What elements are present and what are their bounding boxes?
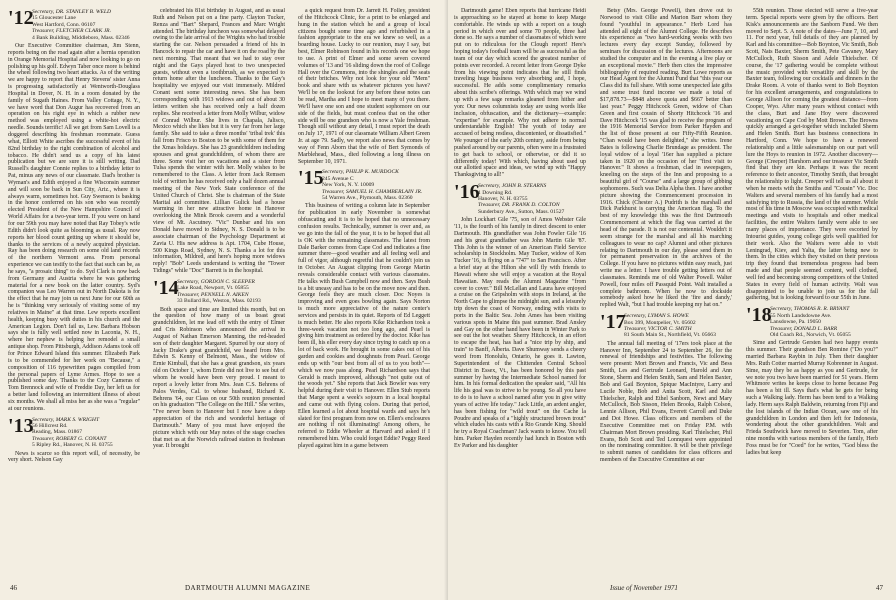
page-number: 47: [876, 584, 883, 592]
officer-line: Reading, Mass. 01867: [32, 429, 83, 436]
class-officers: [624, 312, 716, 339]
officer-line: Secretary, DR. STANLEY B. WELD: [32, 9, 112, 15]
left-column-2: [153, 8, 285, 580]
class-notes-text: celebrated his 81st birthday in August, and as usual Ruth and Nelson put on a fine party. Clayton Tucker, Renza and "Bart" Shepard, Frances and Marc Wright attended. The birthday luncheon was somewhat delayed owing to the late arrival of the Wrights who had trouble starting the car. Nelson persuaded a friend of his in Hancock to repair the car and have it on the road by the next morning. That meant that we had to stay over night and the Gays played host to two unexpected guests, without even a toothbrush, as we expected to return home after the luncheon. Thanks to the Gay's hospitality we enjoyed our visit immensely. Mildred Conant sent some interesting news. She has been corresponding with 1913 widows and out of about 30 letters written she has received only a half dozen replies. She received a letter from Molly Wilbur, widow of Conrad Wilbur. She lives in Chapala, Jalisco, Mexico which she likes but it is very far from her large family. She said to take a three months' 'tribal trek' this fall from Frisco to Boston to be with some of them for the Xmas holidays. She has 23 grandchildren including spouses and great grandchildren, of whom there are three. Some visit her on vacations and a sister from Tulsa spends the winter with her. Molly wishes to be remembered to the Class. A letter from Jack Remsen told of written he has received only a half dozen annual meeting of the New York State conference of the United Church of Christ. She is chairman of the State Marital aid committee. Lillian Gulick had a house warming in her new attractive home in Hanover overlooking the Mink Brook cavern and a wonderful view of Mt. Ascutney. "Vic" Dunbar and his son Donald have moved to Sidney, N. S. Donald is to be associate chairman of the Psychology Department at Zavia U. His new address is Apt. 1704, Cube House, 500 Kings Road, Sydney, N. S. Thanks a lot for this information, Mildred, and here's hoping more widows reply! "Bob" Leeds understand is writing the "Tower Tidings" while "Doc" Barrett is in the hospital.: [153, 8, 285, 275]
class-notes-text: Our Executive Committee chairman, Jim Stenn, reports being on the road again after a hernia operation in Orange Memorial Hospital and now looking to go on polishing up his golf. Edwyn Taber once more is behind the wheel following two heart attacks. As of the writing we are happy to report that Henry Stevens' sister Anna is progressing satisfactorily at Wentworth-Douglass Hospital in Dover, N. H. in a room donated by the family of Sugath Haines. From Valley Cottage, N. Y., we have word that Don Augur has recovered from an operation on his right eye in which a rubber new method was employed using a white-hot electric needle. Sounds terrific! All we get from Sam Lovell is a doggerel describing his freshman roommate. Guess what, Elliott White ascribes the successful event of his 82nd birthday to the right combination of alcohol and tobacco. He didn't send us a copy of his latest publication but we are sure it is still writing. Dad Russell's daughter Connie replies to a birthday letter to Pat, minus any news of our classmate. Dad's brother is Wyman's and Edith enjoyed a fine Wisconsin summer and will soon be back in Sun City, Ariz., where it is always warm, sometimes hot. Guy Swenson is basking in the honor conferred on his son who was recently elected President of the New Hampshire Council of World Affairs for a two-year term. If you were on hand for our 59th you may have noted that Ray Tobey's wife Edith didn't look quite as blooming as usual. Ray now reports her blood count getting up where it should be, thanks to the services of a newly acquired physician. Ray has been doing research on some old land records of the northern Vermont area. From personal experience we can testify to the fact that such can be, as he says, "a prosaic thing" to do. Syd Clark is now back from Germany and Austria where he was gathering material for a new book on the latter country. Syd's companion was Leo Warren out in North Dakota is for the effect that he may join us next June for our 60th as he is "thinking very seriously of visiting some of my relatives in Maine" at that time. Lew reports excellent health, keeping busy with duties in his church and the American Legion. Don't fail us, Lew. Barbara Hobson says she is fully well settled now in Laconia, N. H., where her nephew is helping her remodel a small antique shop. From Pittsburgh, Addison Adams took off for Prince Edward Island this summer. Elizabeth Park is to be commended for her work on "Because," a composition of 116 typewritten pages compiled from the personal papers of Lyme Armes. Hope to see a published some day. Thanks to the Cozy Cameras of Tom Brennock and wife of Freddie Day, her left us for a better land following an intermittent illness of about six months. We shall all miss her as she was a "regular" at our reunions.: [8, 43, 140, 412]
officer-line: Old Coach Rd., Norwich, Vt. 05055: [770, 331, 851, 338]
officer-line: Secretary, LYMAN S. HOWE: [624, 313, 689, 320]
officer-line: Treasurer, SAMUEL H. CHAMBERLAIN JR.: [322, 188, 423, 195]
class-section: [746, 305, 878, 456]
class-section: [454, 8, 586, 179]
magazine-name: DARTMOUTH ALUMNI MAGAZINE: [185, 584, 311, 592]
section-header: [298, 168, 430, 201]
section-header: [746, 305, 878, 338]
class-section: [298, 8, 430, 165]
officer-line: Treasurer, DR. FRANK D. COLTON: [478, 202, 560, 209]
class-notes-text: Both space and time are limited this month, but on the question of how many of us boast great grandchildren, let me lead off with the entry of Elmer and Cris Robinson who announced the arrival in August of Nathan Emerson Manning, the red-headed son of their daughter Margaret. Spurred by our story of Jacky Drake's great grandchild, we heard from Mrs. Edwin S. Kenny of Belmont, Mass., the widow of Ernie Kimball, that she has a great grandson, six years old on October 1, whom Ernie did not live to see but of whom he would have been very proud. I meant to report a lovely letter from Mrs. Jean C.S. Behrens of Palos Verdes, Cal. to whose husband, Richard K. Behrens '64, our Class on our 50th reunion presented on his graduation "The College on the Hill." She writes, "I've never been to Hanover but I now have a deep appreciation of the rich and wonderful heritage of Dartmouth." Many of you must have enjoyed the picture which with our May notes of the stage coaches that met us at the Norwich railroad station in freshman year. It brought: [153, 306, 285, 450]
right-column-1: [454, 8, 586, 580]
officer-line: 15 Gloucester Lane: [32, 15, 76, 22]
section-header: [600, 312, 732, 339]
class-section: [600, 8, 732, 309]
officer-line: 4 Bank Building, Middleboro, Mass. 02346: [32, 34, 130, 41]
officer-line: West Hartford, Conn. 06107: [32, 21, 96, 28]
section-header: [454, 182, 586, 215]
officer-line: 55 North Landsdowne Ave.: [770, 312, 832, 319]
class-notes-text: Betsy (Mrs. George Powell), then drove out to Norwood to visit Ollie and Marion Barr whom they found "youthful in appearance." Herb Lord has attended all eight of the Alumni College. He describes his experience as "two hard-working weeks with two lectures every day except Sunday, followed by seminars for discussion of the lectures. Afternoons are studied the computer and in the evening a live play or an exceptional movie." Herb then cites the impressive bibliography of required reading. Burt Lowe reports as our Head Agent for the Alumni Fund that "this year our Class did its full share. With some unexpected late gifts and some trust fund income we made a total of $17,878.73—$848 above quota and $667 better than last year." Peggy Hitchcock Green, widow of Chan Green and first cousin of Shorty Hitchcock '16 and Dave Hitchcock '15 was glad to receive the program of the 1916 Memorial Service from Parker Hayden and the list of those present at our Fifty-Fifth Reunion. "Chan would have been delighted," she writes. Irene Bates is following Charlie Brundage as president. The loyal widow of a loyal '16er has supplied a picture taken in 1920 on the occasion of her "first visit to Hanover." It shows a freshman, clad in sweepsgers, kneeling on the steps of the Inn and proposing to a beautiful girl of "Course" and a large group of gibbing sophomores. Such was Delta Alpha then. I have another picture showing the Commencement procession in 1916. Chick (Chester A.) Pudrith is the marshall and Dick Parkhurst is carrying the American flag. To the best of my knowledge this was the first Dartmouth Commencement at which the flag was carried at the head of the parade. It is not our centennial. Wouldn't it seem strange for the marshal and all his marching colleagues to wear no cap? Alumni and other pictures relating to Dartmouth in our day, please send them in for permanent preservation in the archives of the College. If you have no pictures within easy reach, just write me a letter. I have trouble getting letters out of classmates. Reminds me of old Walter Powell. Walter Powell, four miles off Passquid Point. Walt installed a complete bathroom. When he now to dockside somebody asked how he liked the 'fire and dandy,' replied Walt, "but I had trouble keeping my hat on.": [600, 8, 732, 309]
officer-line: 245 Avenue C: [322, 175, 354, 182]
officer-line: Treasurer, ROBERT G. CONANT: [32, 435, 107, 442]
officer-line: New York, N. Y. 10009: [322, 182, 375, 189]
officer-line: Treasurer, FLETCHER CLARK JR.: [32, 28, 111, 35]
officer-line: Hanover, N. H. 03755: [478, 195, 528, 202]
class-notes-text: Sime and Gertrude Gersten had two happy events this summer. Their grandson Ben Romine ("Do you?" married Barbara Raybin in July. Then their daughter Mrs. Ruth Cotter married Murray Kobrenner in August. Sime, may they be as happy as you and Gertrude, for we note you two have been married for 51 years. Herm Whitmore writes he keeps close to home because Peg has been a bit ill. Says that's what he gets for being such a Walking lady. Herm has been tend to a Walking lady. Herm says Ralph Baldwin, returning from Fiji and the lost islands of the Indian Ocean, saw one of his grandchildren in London and then left for Indonesia, wondering about the other grandchildren. Walt and Frieda Southwick have moved to Severien. Tom, after nine months with various members of the family, Herb Foss must be for "Coed" for he writes, "God bless the ladies but keep: [746, 340, 878, 456]
officer-line: 1 Downing Rd.: [478, 189, 513, 196]
officer-line: 5 Ripley Rd., Hanover, N. H. 03755: [32, 442, 113, 449]
class-section: [8, 416, 140, 465]
class-year: ' 13: [8, 416, 32, 436]
class-notes-text: a quick request from Dr. Jarrett H. Folley, president of the Hitchcock Clinic, for a print to be enlarged and hung in the station which he and a group of local citizens bought some time ago and refurbished in a fashion appropriate to the era we knew so well, as a boarding house. Lucky to our reunion, may I say, but best, Elmer Robinson found in his records one we hope to use. A print of Elmer and some seven covered volumes of '13 and '16 sliding down the roof of College Hall over the Commons, into the shingles and the seats of their britches. Why not look for your old "Mem" book and share with us whatever pictures you have? We'll be on the lookout for any before these notes can be read, Martha and I hope to meet many of you there. We'll have one son and one student sophomore on our side of the fields, but must confess that on the other side will be one grandson who is now a Yale freshman. Though still without any detail, I must report the death on July 17, 1971 of our classmate William Albert Green Jr. at age 79. Sadly, we report also news that comes by way of Fenn Aborn that the wife of Bert Symonds of Marblehead, Mass., died following a long illness on September 10, 1971.: [298, 8, 430, 165]
class-notes-text: News is scarce so this report will, of necessity, be very short. Nelson Gay: [8, 450, 140, 464]
officer-line: Treasurer, PENNELL N. AIKEN: [177, 291, 249, 298]
officer-line: Lansdowne, Pa. 19050: [770, 319, 821, 326]
class-section: [600, 312, 732, 464]
class-officers: [177, 278, 261, 305]
class-year: ' 16: [454, 182, 478, 202]
class-year: ' 17: [600, 312, 624, 332]
class-officers: [32, 416, 113, 449]
issue-date: Issue of November 1971: [610, 584, 678, 592]
officer-line: Sunderbury Ave., Sutton, Mass. 01527: [478, 208, 565, 215]
officer-line: Treasurer, DONALD L. BARR: [770, 325, 838, 332]
officer-line: Lake Road, Newport, Vt. 05855: [177, 285, 249, 292]
class-section: [8, 8, 140, 413]
section-header: [8, 416, 140, 449]
class-officers: [478, 182, 564, 215]
officer-line: 56 Hillcrest Rd.: [32, 423, 68, 429]
officer-line: Secretary, PHILIP K. MURDOCK: [322, 169, 399, 176]
class-officers: [32, 8, 130, 41]
class-section: [746, 8, 878, 302]
officer-line: Secretary, JOHN B. STEARNS: [478, 183, 547, 190]
class-year: ' 14: [153, 278, 177, 298]
class-section: [153, 278, 285, 450]
right-column-3: [746, 8, 878, 580]
class-section: [454, 182, 586, 450]
class-officers: [322, 168, 422, 201]
class-notes-text: John Lockhart Gile '75, son of Amos Webster Gile '11, is the fourth of his family in direct descent to enter Dartmouth. His grandfather was John Fowler Gile '16 and his great grandfather was John Martin Gile '87. This John is the winner of an American Field Service scholarship in Stockholm. May Tucker, widow of Ken Tucker '16, is flying on a "747" to San Francisco. After a brief stay at the Hilton she will fly with friends to Hawaii where she will enjoy a vacation at the Royal Hawaiian. May reads the Alumni Magazine "from cover to cover." Bill McLellan and Laura have enjoyed a cruise on the Gripsholm with stops in Ireland, at the North Cape to glimpse the midnight sun, and a leisurely trip down the coast of Norway, ending with visits to ports in the Baltic Sea. John Ames has been visiting various spots in Maine this past summer. Brad Ansley and Gay on the other hand have been in Winter Park to see out the hot weather. Sherry Hitchcock, in an effort to escape the heat, has had a "nice trip by ship, and train" to Banff, Alberta. Dave Shumway sends a cheery word from Honolulu, Ontario, he goes it. Lawton, Superintendent of the Chittenden Central School District in Essex, Vt., has been honored by this past summer by having the Intermediate School named for him. In his formal dedication the speaker said, "All his life his goal was to strive to be young. So all you have to do is to have a school named after you in give witty years of active life today." Jack Little, an ardent angler, has been fishing for "wild trout" on the Cache la Poudre and speaks of a "highly structured brown trout" which eludes his casts with a Rio Grande King. Should he try a Royal Coachman? Jack wants to know. You tell him. Parker Hayden recently had lunch in Boston with Ev Parker and his daughter: [454, 217, 586, 449]
officer-line: Secretary, GORDON C. SLEEPER: [177, 278, 255, 285]
class-year: ' 15: [298, 168, 322, 188]
officer-line: 33 Bullard Rd., Weston, Mass. 02193: [177, 298, 261, 305]
right-page: [448, 0, 896, 600]
officer-line: Secretary, THOMAS R. R. BRYANT: [770, 306, 850, 313]
class-section: [153, 8, 285, 275]
class-officers: [770, 305, 851, 338]
officer-line: 81 South Main St., Northfield, Vt. 05663: [624, 332, 716, 339]
officer-line: Secretary, MARK S. WRIGHT: [32, 416, 100, 423]
officer-line: Box 399, Montpelier, Vt. 05602: [624, 319, 696, 326]
class-notes-text: This business of writing a column late in September for publication in early November is somewhat obfuscating and it is to be hoped that no unnecessary confusion results. Technically, summer is over and, as we go into the fall of the year, it is to be hoped that all is OK with the remaining classmates. The latest from Dale Barker comes from Cape Cod and indicates a fine summer there—good weather and all feeling well and full of vigor, although regretful that he couldn't join us in October. An August clipping from George Martin reveals considerable contact with various classmates. He talks with Bush Campbell now and then. Says Bush is a bit uneasy and has to be on the move now and then. George feels they are much closer. Doc Noyes is improving and even goes bowling again. Says Norton is much more appreciative of the nature center's services and persists in its quiet. Reports of Ed Leggett is much better. He also reports Kike Richardson took a three-week vacation not too long ago, and Pearl is giving him treatment as ordered by the doctor. Kike has been ill, his eller every day since trying to catch up on a lot of back work. He brought in some cakes out of his garden and cookies and doughnuts from Pearl. George ends up with "our best from all of us to you both"—which we now pass along. Pearl Richardson says that Gerald is much improved, although "not quite out of the woods yet." She reports that Jack Bowler was very helpful during their visit to Hanover. Ellen Stub reports that Marge spent a week's sojourn in a local hospital and came out with flying colors. During that period, Ellen learned a lot about hospital wards and says he's slated for first program from now on. Ellen's enclosures are nothing if not illuminating! Among others, he referred to Eddie Wheeler at Harvard and asked if I remembered him. Who could forget Eddie? Peggy Reed played against him in a game between: [298, 203, 430, 449]
class-year: ' 18: [746, 305, 770, 325]
right-column-2: [600, 8, 732, 580]
section-header: [153, 278, 285, 305]
class-notes-text: Dartmouth game! Eben reports that hurricane Heidi is approaching so he stayed at home to keep Marge comfortable. He winds up with a report on a tough period in which over and some 70 people, three had done so. He says a number of classmates of which were put on to ridiculous for the Clough report! Here's hoping today's football team will be as successful as the team of our day which scored the greatest number of points ever recorded. A recent letter from George Dyke from his viewing point indicates that he still finds traveling huge business very absorbing and, I hope, successful. He adds some complimentary remarks about this scribe's offerings. With which may we wind up with a few sage remarks gleaned from hither and yon: Our news columnists today are using words like inclusion, obfuscation, and the dictionary—example: "expertise" for example. Why not adhere to normal understandable English! The youth of today are accused of being restless, discontented, or dissatisfied." We younger of the early 20th century, aside from being pushed around by our parents, often were in a frustrated to get back to school, or otherwise, or did it so differently today! With which, having about used up our allotted space and ideas, we wind up with "Happy Thanksgiving to all!": [454, 8, 586, 179]
left-column-3: [298, 8, 430, 580]
left-column-1: [8, 8, 140, 580]
class-notes-text: 55th reunion. Those elected will serve a five-year term. Special reports were given by the officers. Bert Kisk's announcements are the Sanborn Fund. We then moved to Sept. 5. A note of the dates—June 7, 10, and 11. For next year, full details of they are planned by Karl and his committee—Bob Boynton, Vic Smith, Bob Scott, Nats Baxter, Sherm Smith, Pete Cavaney, Mary McCulloch, Ruth Sisson and Adele Thielscher. Of course, the '17 gathering would be complete without the music provided with versatility and skill by the Baxter team, following our cocktails and dinners in the Drake Room. A vote of thanks went to Bob Boynton for his excellent arrangements, and congratulations to George Allison for coming the greatest distance—from Cooper, Wyo. After many years without contact with the class, Burt and Jane Hoy were discovered vacationing on Cape Cod by Mott Brown. The Browns quickly arranged a get-together which included Sherm and Helen Smith. Burt has business connections in Hartford, Conn. We hope to have a renewed relationship and a little salesmanship on our part will lure the Hoys to reunion in 1972. Another discovery—George (Creeper) Harshorn and our treasurer Vic Smith find that they are kin. Perhaps it was the recent reference to their ancestor, Timothy Smith, that brought the relationship to light. Creeper will tell us all about it when he meets with the Smiths and "Cousin" Vic. Doc Walters and several members of his family had a most satisfying trip to Russia, the land of the summer. While most of his time in Moscow was occupied with medical meetings and visits to hospitals and other medical facilities, the entire Walters family were able to see many places of importance. They were escorted by Intourist guides, young college girls well qualified for their work. Also the Walters were able to visit Leningrad, Kiev, and Yalta, the latter being new to them. In the cities which they visited on their previous trip they found that tremendous progress had been made and that people seemed content, well clothed, well fed and becoming strong competitors of the United States in every field of human activity. Walt was disappointed to be unable to join us for the fall gathering, but is looking forward to our 55th in June.: [746, 8, 878, 302]
officer-line: 54 Warren Ave., Plymouth, Mass. 02360: [322, 195, 413, 202]
class-year: ' 12: [8, 8, 32, 28]
class-section: [298, 168, 430, 449]
class-notes-text: The annual fall meeting of '17ers took place at the Hanover Inn, September 24 to September 26, for the renewal of friendships and festivities. The following were present: Mort Brown and Francis, Vic and Bess Smith, Les and Gertrude Leonard, Harold and Ann Stone, Sherm and Helen Smith, Sam and Helen Baxter, Bob and Gail Boynton, Spique MacIntyre, Larry and Lucile Noble, Bob and Anita Scott, Karl and Julie Thielscher, Ralph and Ethel Sanborn, Newt and Mary McCulloch, Bob Sisson, Helen Brooks, Ralph Colson, Lennie Allison, Phil Evans, Everett Carroll and Duke and Dot Howe. Class officers and members of the Executive Committee met on Friday P.M. with Chairman Mort Brown presiding. Karl Thielscher, Phil Evans, Bob Scott and Ted Lonnquest were appointed on the nominating committee. It will be their privilege to submit names of candidates for class officers and members of the Executive Committee at our: [600, 340, 732, 464]
section-header: [8, 8, 140, 41]
officer-line: Treasurer, VICTOR C. SMITH: [624, 325, 692, 332]
page-number: 46: [10, 584, 17, 592]
